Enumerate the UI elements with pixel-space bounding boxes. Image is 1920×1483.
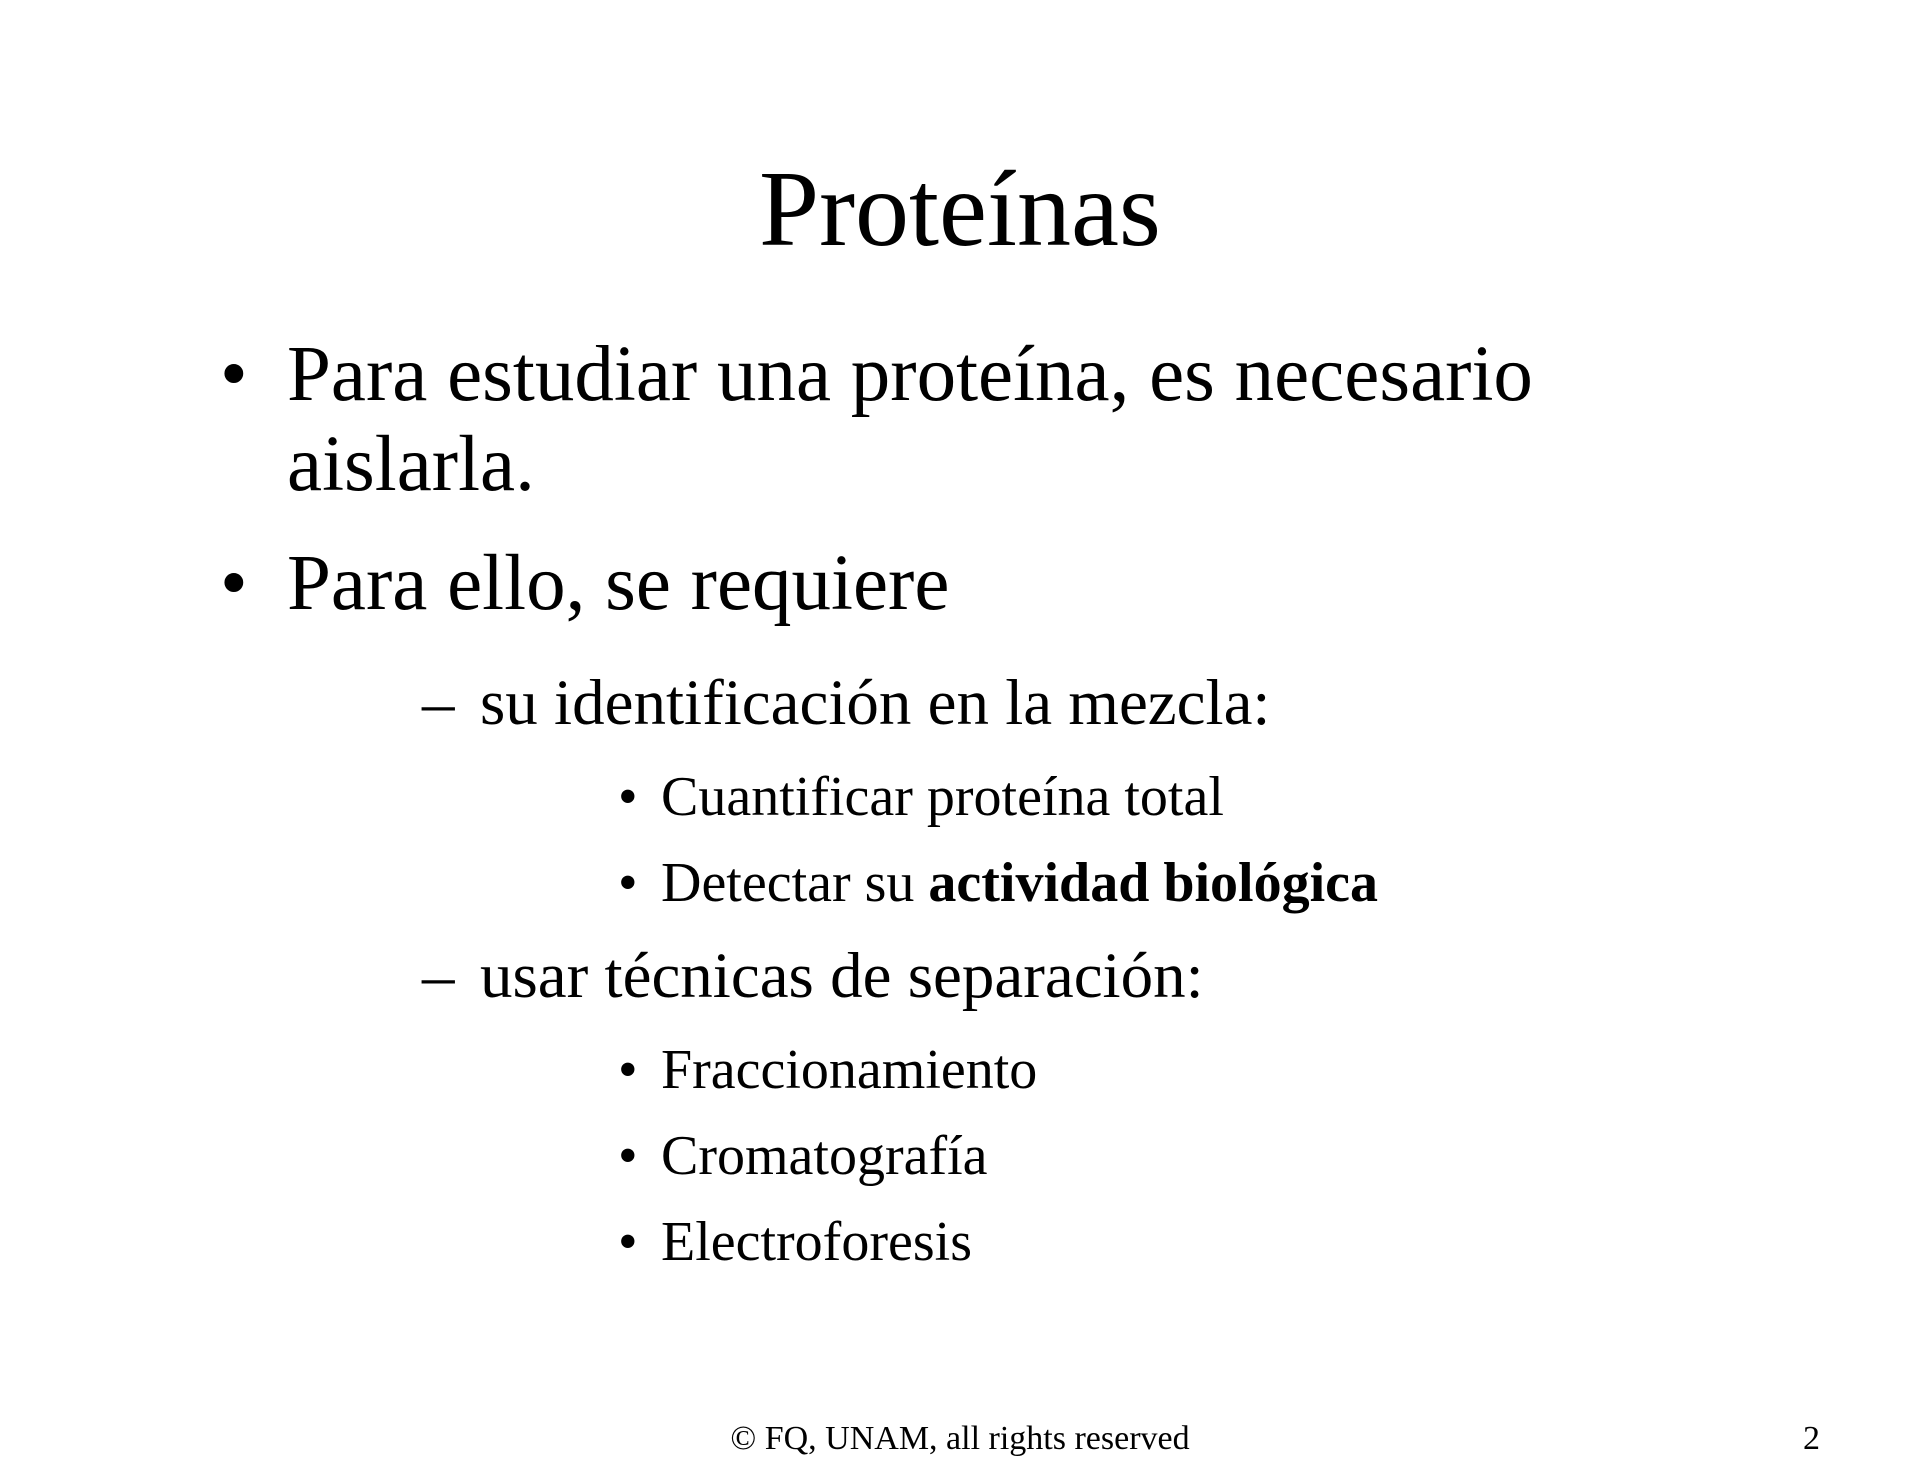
sub-bullet-marker: •	[618, 852, 638, 914]
bullet-marker: •	[220, 331, 248, 418]
footer-copyright: © FQ, UNAM, all rights reserved	[730, 1420, 1190, 1457]
sub-bullet-marker: •	[618, 1125, 638, 1187]
sub-bullet-text: Cromatografía	[661, 1125, 988, 1187]
sub-bullet-text: Electroforesis	[661, 1211, 972, 1273]
dash-marker: –	[422, 940, 455, 1012]
sub-bullet-text	[661, 850, 1378, 916]
subitem-text: su identificación en la mezcla:	[480, 667, 1271, 739]
sub-bullet-text: Fraccionamiento	[661, 1039, 1038, 1101]
dash-marker: –	[422, 667, 455, 739]
sub-bullet-text: Cuantificar proteína total	[661, 766, 1224, 828]
slide-title: Proteínas	[759, 150, 1161, 269]
sub-bullet-bold-text: actividad biológica	[928, 852, 1379, 914]
sub-bullet-plain-text: Detectar su	[661, 852, 929, 914]
bullet-marker: •	[220, 540, 248, 627]
bullet-text-line: Para estudiar una proteína, es necesario	[287, 331, 1533, 418]
page-number: 2	[1803, 1420, 1820, 1457]
sub-bullet-marker: •	[618, 1211, 638, 1273]
sub-bullet-marker: •	[618, 1039, 638, 1101]
sub-bullet-marker: •	[618, 766, 638, 828]
bullet-text-line: aislarla.	[287, 421, 535, 508]
bullet-text-line: Para ello, se requiere	[287, 540, 950, 627]
subitem-text: usar técnicas de separación:	[480, 940, 1204, 1012]
